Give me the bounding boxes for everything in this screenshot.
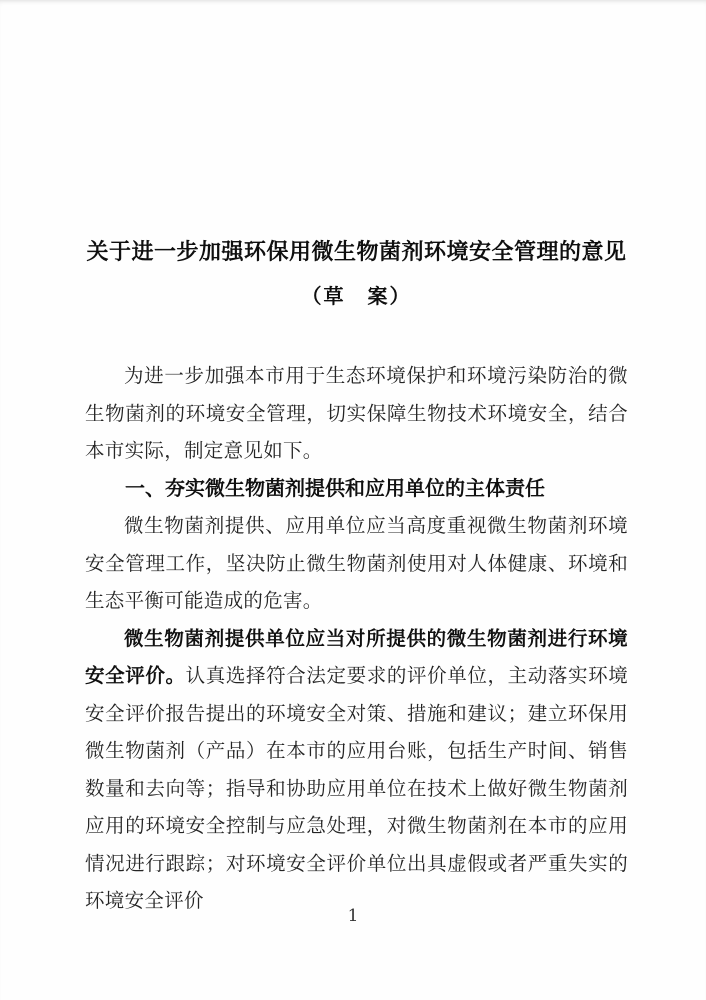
intro-paragraph: 为进一步加强本市用于生态环境保护和环境污染防治的微生物菌剂的环境安全管理，切实保障生物技术环境安全，结合本市实际，制定意见如下。	[85, 364, 628, 462]
document-content	[85, 0, 628, 920]
document-title: 关于进一步加强环保用微生物菌剂环境安全管理的意见	[86, 240, 627, 265]
section-1-paragraph-2-bold-lead: 微生物菌剂提供单位应当对所提供的微生物菌剂进行环境安全评价。	[85, 626, 628, 687]
document-subtitle: （草 案）	[301, 284, 412, 308]
section-1-paragraph-2	[85, 620, 628, 920]
page-number: 1	[347, 906, 359, 926]
section-1-heading: 一、夯实微生物菌剂提供和应用单位的主体责任	[125, 475, 545, 500]
section-1-paragraph-2-rest: 认真选择符合法定要求的评价单位，主动落实环境安全评价报告提出的环境安全对策、措施和建议；建立环保用微生物菌剂（产品）在本市的应用台账，包括生产时间、销售数量和去向等；指导和协助应用单位在技术上做好微生物菌剂应用的环境安全控制与应急处理，对微生物菌剂在本市的应用情况进行跟踪；对环境安全评价单位出具虚假或者严重失实的环境安全评价	[85, 664, 628, 912]
section-1-paragraph-1: 微生物菌剂提供、应用单位应当高度重视微生物菌剂环境安全管理工作，坚决防止微生物菌剂使用对人体健康、环境和生态平衡可能造成的危害。	[85, 514, 628, 612]
